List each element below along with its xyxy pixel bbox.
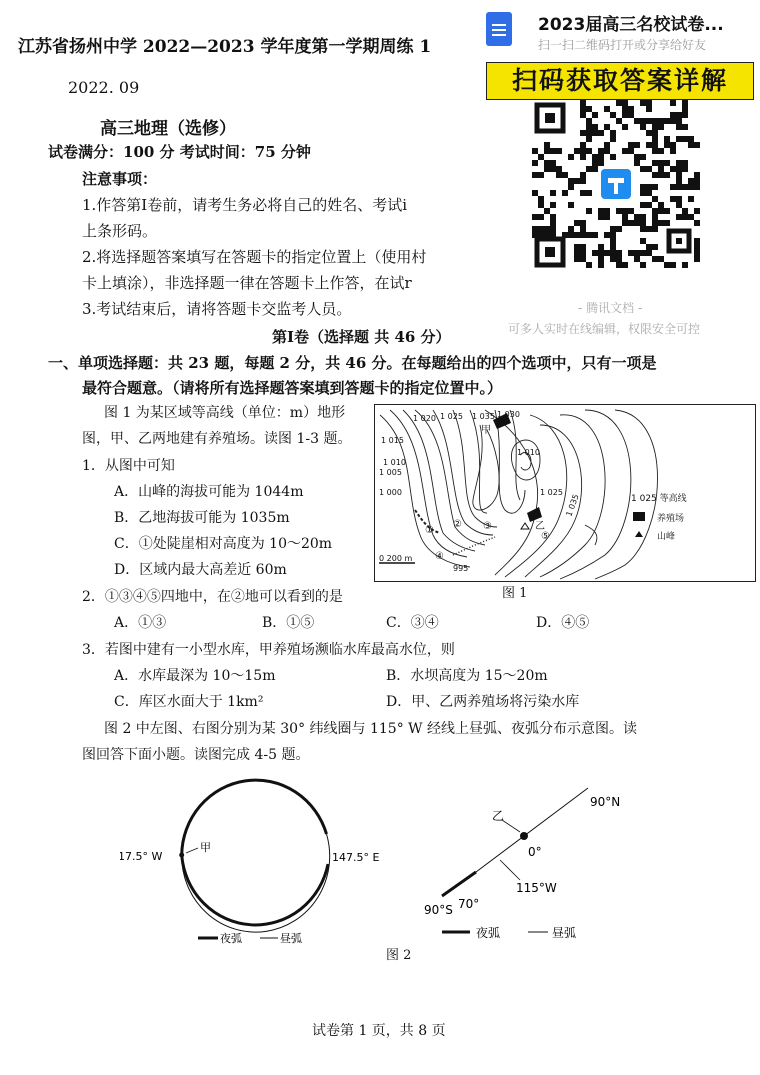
q3-option-b: B．水坝高度为 15～20m — [386, 668, 548, 684]
svg-text:17.5° W: 17.5° W — [120, 850, 163, 863]
q3-stem: 3．若图中建有一小型水库，甲养殖场濒临水库最高水位，则 — [82, 642, 455, 658]
q1-option-b: B．乙地海拔可能为 1035m — [114, 510, 290, 526]
svg-text:1 025: 1 025 — [540, 488, 563, 497]
svg-text:昼弧: 昼弧 — [280, 932, 302, 945]
svg-text:昼弧: 昼弧 — [552, 926, 577, 940]
meridian-figure — [420, 784, 620, 949]
svg-text:1 025 等高线: 1 025 等高线 — [631, 494, 687, 504]
svg-text:995: 995 — [453, 564, 469, 573]
answer-banner[interactable]: 扫码获取答案详解 — [486, 62, 754, 100]
fig1-caption: 图 1 — [502, 586, 528, 601]
svg-text:③: ③ — [483, 521, 492, 532]
svg-text:甲: 甲 — [200, 841, 211, 854]
subject-title: 高三地理（选修） — [100, 119, 236, 139]
q3-option-c: C．库区水面大于 1km² — [114, 694, 264, 710]
section-instruction-1: 一、单项选择题：共 23 题，每题 2 分，共 46 分。在每题给出的四个选项中，只有一项是 — [48, 354, 657, 372]
svg-text:90°S: 90°S — [424, 903, 453, 917]
notes-line-3: 2.将选择题答案填写在答题卡的指定位置上（使用村 — [82, 248, 427, 266]
q2-stem: 2．①③④⑤四地中，在②地可以看到的是 — [82, 589, 343, 605]
share-panel — [478, 0, 760, 345]
fig2-intro-2: 图回答下面小题。读图完成 4-5 题。 — [82, 747, 310, 763]
svg-text:1 010: 1 010 — [517, 448, 540, 457]
svg-text:④: ④ — [435, 551, 444, 562]
peak-marker — [521, 523, 529, 529]
section-title: 第Ⅰ卷（选择题 共 46 分） — [272, 328, 451, 346]
brand-description: 可多人实时在线编辑，权限安全可控 — [508, 322, 701, 336]
contour-map — [374, 404, 756, 582]
svg-text:山峰: 山峰 — [657, 532, 676, 542]
q3-option-a: A．水库最深为 10～15m — [114, 668, 276, 684]
q1-option-a: A．山峰的海拔可能为 1044m — [114, 484, 304, 500]
svg-text:甲: 甲 — [481, 425, 491, 436]
svg-text:1 015: 1 015 — [381, 436, 404, 445]
exam-meta: 试卷满分：100 分 考试时间：75 分钟 — [48, 143, 311, 161]
fig1-intro-2: 图，甲、乙两地建有养殖场。读图 1-3 题。 — [82, 431, 352, 447]
q2-option-b: B．①⑤ — [262, 615, 315, 631]
svg-text:乙: 乙 — [492, 809, 505, 823]
fig2-caption: 图 2 — [386, 948, 412, 963]
svg-text:①: ① — [425, 525, 434, 536]
document-icon — [486, 12, 512, 46]
svg-text:90°N: 90°N — [590, 795, 620, 809]
svg-text:1 030: 1 030 — [497, 410, 520, 419]
svg-text:1 000: 1 000 — [379, 488, 402, 497]
school-title: 江苏省扬州中学 2022—2023 学年度第一学期周练 1 — [18, 37, 432, 57]
notes-line-4: 卡上填涂），非选择题一律在答题卡上作答，在试r — [82, 274, 412, 292]
q2-option-c: C．③④ — [386, 615, 439, 631]
exam-date: 2022. 09 — [68, 78, 140, 97]
svg-text:1 035: 1 035 — [564, 493, 581, 518]
svg-text:夜弧: 夜弧 — [220, 932, 242, 945]
svg-text:1 025: 1 025 — [440, 412, 463, 421]
svg-text:1 010: 1 010 — [383, 458, 406, 467]
q3-option-d: D．甲、乙两养殖场将污染水库 — [386, 694, 580, 710]
brand-name: - 腾讯文档 - — [578, 301, 643, 315]
svg-text:养殖场: 养殖场 — [657, 514, 685, 524]
svg-text:1 035: 1 035 — [472, 412, 495, 421]
doc-subtitle: 扫一扫二维码打开或分享给好友 — [538, 38, 707, 52]
notes-line-1: 1.作答第Ⅰ卷前，请考生务必将自己的姓名、考试i — [82, 196, 408, 214]
svg-text:1 020: 1 020 — [413, 414, 436, 423]
q2-option-a: A．①③ — [114, 615, 167, 631]
svg-text:0°: 0° — [528, 845, 542, 859]
svg-text:147.5° E: 147.5° E — [332, 851, 380, 864]
svg-text:⑤: ⑤ — [541, 531, 550, 542]
svg-text:115°W: 115°W — [516, 881, 557, 895]
q1-option-c: C．①处陡崖相对高度为 10～20m — [114, 536, 333, 552]
qr-code[interactable] — [532, 100, 700, 270]
notes-line-5: 3.考试结束后，请将答题卡交监考人员。 — [82, 300, 352, 318]
q1-option-d: D．区域内最大高差近 60m — [114, 562, 287, 578]
svg-text:1 005: 1 005 — [379, 468, 402, 477]
latitude-circle-figure — [120, 770, 400, 950]
q2-option-d: D．④⑤ — [536, 615, 590, 631]
farm-yi-marker — [527, 507, 542, 522]
notes-line-2: 上条形码。 — [82, 222, 158, 240]
svg-text:夜弧: 夜弧 — [476, 926, 501, 940]
doc-title[interactable]: 2023届高三名校试卷... — [538, 15, 724, 35]
svg-text:乙: 乙 — [535, 521, 545, 532]
notes-heading: 注意事项： — [82, 170, 158, 188]
svg-text:②: ② — [453, 519, 462, 530]
svg-text:70°: 70° — [458, 897, 480, 911]
section-instruction-2: 最符合题意。（请将所有选择题答案填到答题卡的指定位置中。） — [82, 379, 503, 397]
svg-text:0 200 m: 0 200 m — [379, 554, 413, 563]
fig2-intro-1: 图 2 中左图、右图分别为某 30° 纬线圈与 115° W 经线上昼弧、夜弧分布示意图。读 — [104, 721, 637, 737]
q1-stem: 1．从图中可知 — [82, 458, 175, 474]
page-footer: 试卷第 1 页，共 8 页 — [312, 1023, 446, 1039]
fig1-intro-1: 图 1 为某区域等高线（单位：m）地形 — [104, 405, 346, 421]
